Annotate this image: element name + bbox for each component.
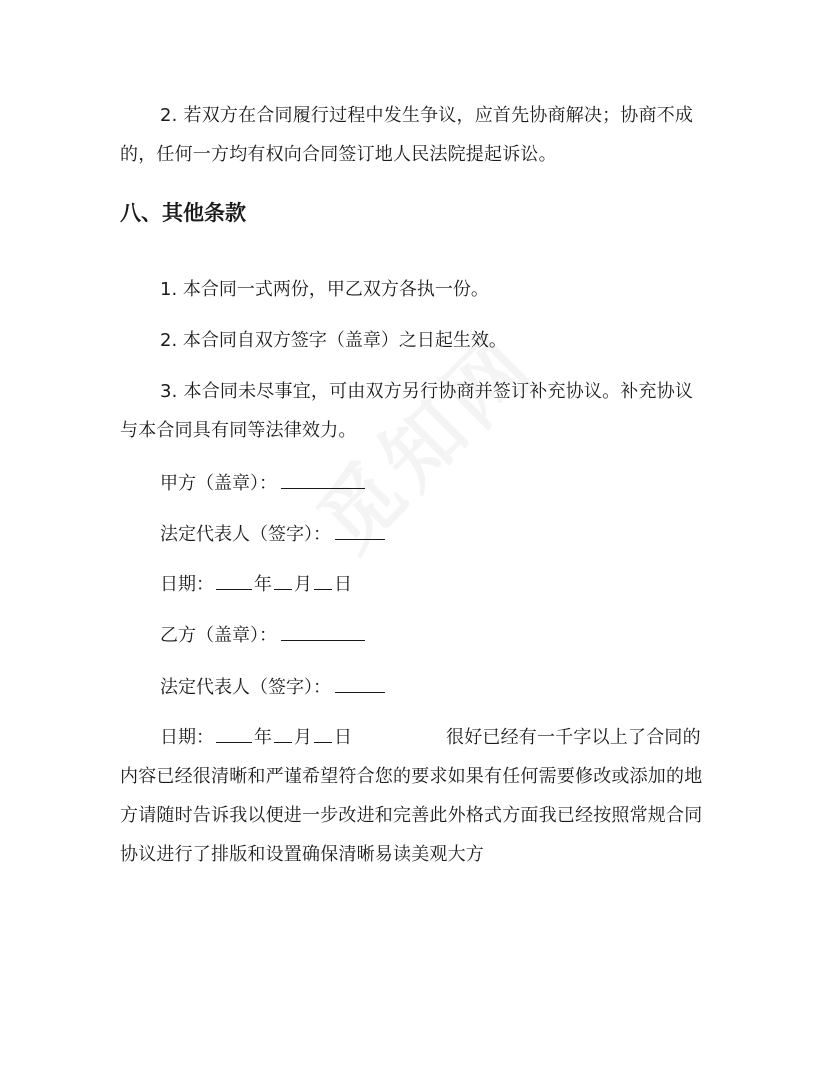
- clause-7-item-2: 2. 若双方在合同履行过程中发生争议，应首先协商解决；协商不成的，任何一方均有权向合同签订地人民法院提起诉讼。: [120, 105, 694, 165]
- party-a-rep-label: 法定代表人（签字）：: [160, 524, 331, 545]
- party-b-rep-blank[interactable]: [335, 672, 385, 693]
- day-label-b: 日: [334, 727, 352, 748]
- party-b-seal-line: [160, 620, 365, 649]
- day-blank[interactable]: [314, 569, 332, 590]
- month-label-b: 月: [294, 727, 312, 748]
- date-label: 日期：: [160, 574, 214, 595]
- year-label: 年: [254, 574, 272, 595]
- party-a-seal-line: [160, 468, 365, 497]
- month-blank[interactable]: [274, 569, 292, 590]
- closing-text: 很好已经有一千字以上了合同的内容已经很清晰和严谨希望符合您的要求如果有任何需要修改或添加的地方请随时告诉我以便进一步改进和完善此外格式方面我已经按照常规合同协议进行了排版和设置确保清晰易读美观大方: [120, 727, 703, 865]
- section-8-heading: 八、其他条款: [120, 201, 246, 225]
- party-b-seal-blank[interactable]: [281, 620, 365, 641]
- party-b-rep-line: [160, 672, 385, 701]
- party-a-rep-line: [160, 519, 385, 548]
- month-label: 月: [294, 574, 312, 595]
- section-8-item-1: 1. 本合同一式两份，甲乙双方各执一份。: [160, 279, 489, 300]
- day-label: 日: [334, 574, 352, 595]
- party-a-seal-blank[interactable]: [281, 468, 365, 489]
- section-8-item-2: 2. 本合同自双方签字（盖章）之日起生效。: [160, 330, 507, 351]
- party-b-rep-label: 法定代表人（签字）：: [160, 677, 331, 698]
- party-a-rep-blank[interactable]: [335, 519, 385, 540]
- year-blank[interactable]: [216, 569, 252, 590]
- year-label-b: 年: [254, 727, 272, 748]
- party-b-seal-label: 乙方（盖章）：: [160, 625, 277, 646]
- party-a-seal-label: 甲方（盖章）：: [160, 473, 277, 494]
- party-a-date-line: [160, 569, 352, 598]
- section-8-item-3: 3. 本合同未尽事宜，可由双方另行协商并签订补充协议。补充协议与本合同具有同等法律效力。: [120, 381, 694, 441]
- date-label-b: 日期：: [160, 727, 214, 748]
